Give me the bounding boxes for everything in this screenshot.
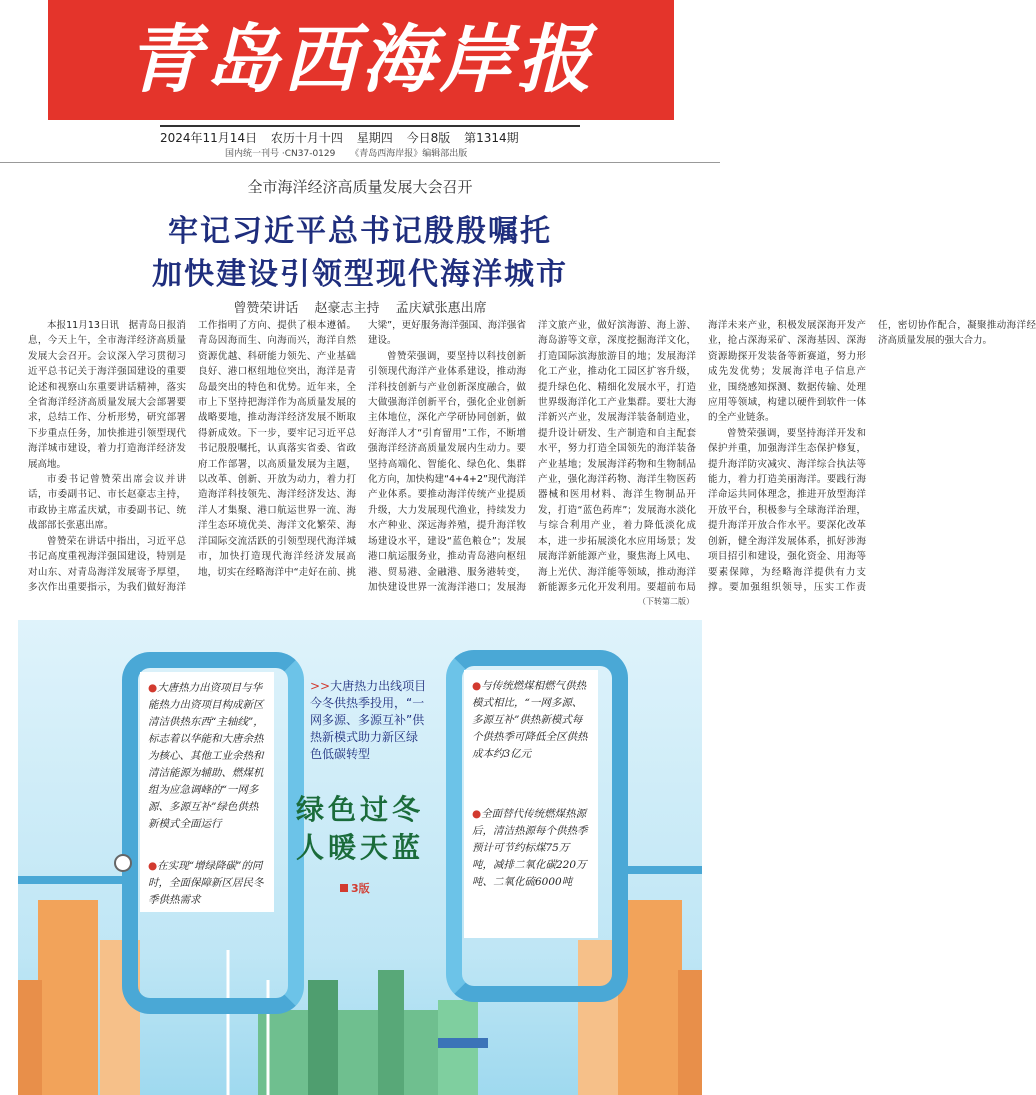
article-paragraph-2: 市委书记曾赞荣出席会议并讲话，市委副书记、市长赵豪志主持，市政协主席孟庆斌，市委副书记、统战部部长张惠出席。 <box>28 474 186 532</box>
poster-note-right-1 <box>464 670 598 806</box>
bullet-icon: ● <box>472 680 482 692</box>
publisher: 《青岛西海岸报》编辑部出版 <box>350 149 468 159</box>
article-paragraph-4: 曾赞荣强调，要坚持以科技创新引领现代海洋产业体系建设，推动海洋科技创新与产业创新深度融合，做大做强海洋创新平台，强化企业创新主体地位，深化产学研协同创新，做好海洋人才“引育留用”工作，不断增强海洋经济高质量发展内生动力。要坚持高端化、智能化、绿色化、集群化方向，加快构建“4+4+2”现代海洋产业体系。要推动海洋传统产业提质升级，大力发展现代渔业，持续发力水产种业、深远海养殖，提升海洋牧场建设水平，建设“蓝色粮仓”；发展港口航运服务业，推动青岛港向枢纽港、贸易港、金融港、服务港转变，加快建设世界一流海洋港口；发展海洋文旅产业，做好滨海游、海上游、海岛游等文章，深度挖掘海洋文化，打造国际滨海旅游目的地；发展海洋化工产业，推动化工园区扩容升级，提升绿色化、精细化发展水平，打造世界级海洋化工产业集群。要壮大海洋新兴产业，发展海洋装备制造业，提升设计研发、生产制造和自主配套水平，努力打造全国领先的海洋装备产业基地；发展海洋药物和生物制品产业，强化海洋药物、海洋生物医药器械和医用材料、海洋生物制品开发，打造“蓝色药库”；发展海水淡化与综合利用产业，着力降低淡化成本，进一步拓展淡化水应用场景；发展海洋新能源产业，聚焦海上风电、海上光伏、海洋能等领域，推动海洋新能源多元化开发利用。要超前布局海洋未来产业，积极发展深海开发产业，抢占深海采矿、深海基因、深海资源勘探开发装备等新赛道，努力形成先发优势；发展海洋电子信息产业，围绕感知探测、数据传输、处理应用等领域，构建以硬件到软件一体的全产业链条。 <box>368 320 866 593</box>
poster-note-text: 与传统燃煤相燃气供热模式相比，“一网多源、多源互补”供热新模式每个供热季可降低全区供热成本约3亿元 <box>472 680 588 760</box>
solar-panel <box>438 1038 488 1048</box>
bullet-icon: ● <box>472 808 482 820</box>
dateline <box>160 125 580 147</box>
weekday: 星期四 <box>356 131 393 145</box>
issue-number: 第1314期 <box>464 131 519 145</box>
kicker: 全市海洋经济高质量发展大会召开 <box>247 178 473 196</box>
building-right-3 <box>678 970 702 1095</box>
bullet-icon: ● <box>148 682 158 694</box>
page-reference-text: 3版 <box>351 882 370 895</box>
green-tower-2 <box>378 970 404 1095</box>
poster-note-text: 大唐热力出资项目与华能热力出资项目构成新区清洁供热东西“主轴线”，标志着以华能和大唐余热为核心、其他工业余热和清洁能源为辅助、燃煤机组为应急调峰的“一网多源、多源互补”绿色供热新模式全面运行 <box>148 682 264 830</box>
masthead <box>48 0 674 120</box>
divider <box>0 162 720 163</box>
cn-number: 国内统一刊号 ·CN37-0129 <box>225 149 336 159</box>
bullet-icon: ● <box>148 860 158 872</box>
poster-note-text: 在实现“增绿降碳”的同时，全面保障新区居民冬季供热需求 <box>148 860 264 906</box>
poster-intro-text: 大唐热力出线项目今冬供热季投用，“一网多源、多源互补”供热新模式助力新区绿色低碳转型 <box>310 679 427 761</box>
article-body <box>28 318 1036 608</box>
page-count: 今日8版 <box>406 131 451 145</box>
byline-attendees: 孟庆斌张惠出席 <box>395 301 487 316</box>
byline-speaker: 曾赞荣讲话 <box>233 301 299 316</box>
newspaper-name: 青岛西海岸报 <box>127 17 595 103</box>
continued-note: （下转第二版） <box>638 597 694 606</box>
green-tower-1 <box>308 980 338 1095</box>
poster-note-right-2 <box>464 798 598 938</box>
article-paragraph-3: 曾赞荣在讲话中指出，习近平总书记高度重视海洋强国建设，特别是对山东、对青岛海洋发展寄予厚望，多次作出重要指示，为我们做好海洋工作指明了方向、提供了根本遵循。青岛因海而生、向海而兴，海洋自然资源优越、科研能力领先、产业基础良好、港口枢纽地位突出，海洋是青岛最突出的特色和优势。近年来，全市上下坚持把海洋作为高质量发展的战略要地，推动海洋经济发展不断取得新成效。下一步，要牢记习近平总书记殷殷嘱托，认真落实省委、省政府工作部署，以高质量发展为主题，以改革、创新、开放为动力，着力打造海洋科技领先、海洋经济发达、海洋人才集聚、港口航运世界一流、海洋生态环境优美、海洋文化繁荣、海洋国际交流活跃的引领型现代海洋城市，加快打造现代海洋经济发展高地，切实在经略海洋中“走好在前、挑大梁”，更好服务海洋强国、海洋强省建设。 <box>28 320 526 593</box>
issue-date: 2024年11月14日 <box>160 131 258 145</box>
poster-intro <box>310 678 428 763</box>
building-left-1 <box>38 900 98 1095</box>
headline-line-1: 牢记习近平总书记殷殷嘱托 <box>168 214 552 249</box>
publication-info <box>225 146 479 159</box>
poster-note-text: 全面替代传统燃煤热源后，清洁热源每个供热季预计可节约标煤75万吨，减排二氧化碳220万吨、二氧化硫6000吨 <box>472 808 588 888</box>
building-left-3 <box>18 980 42 1095</box>
poster-title-1: 绿色过冬 <box>295 793 424 826</box>
double-arrow-icon: >> <box>310 679 331 693</box>
article-paragraph-1: 本报11月13日讯 据青岛日报消息，今天上午，全市海洋经济高质量发展大会召开。会议深入学习贯彻习近平总书记关于海洋强国建设的重要论述和视察山东重要讲话精神，落实全省海洋经济高质量发展大会部署要求，总结工作、分析形势，研究部署下步重点任务，加快推进引领型现代海洋城市建设，着力打造海洋经济发展高地。 <box>28 320 186 470</box>
byline-host: 赵豪志主持 <box>314 301 380 316</box>
headline-line-2: 加快建设引领型现代海洋城市 <box>152 257 568 292</box>
poster <box>18 620 702 1095</box>
square-icon <box>340 884 348 892</box>
poster-title-2: 人暖天蓝 <box>295 831 424 864</box>
page-reference[interactable] <box>340 880 370 896</box>
byline <box>0 297 720 316</box>
article-paragraph-5: 曾赞荣强调，要坚持海洋开发和保护并重，加强海洋生态保护修复，提升海洋防灾减灾、海洋综合执法等能力，着力打造美丽海洋。要践行海洋命运共同体理念，推进开放型海洋开放平台，积极参与全球海洋治理，提升海洋开放合作水平。要深化改革创新，健全海洋发展体系，抓好涉海项目招引和建设，强化资金、用海等要素保障，为经略海洋提供有力支撑。要加强组织领导，压实工作责任，密切协作配合，凝聚推动海洋经济高质量发展的强大合力。 <box>708 320 1036 593</box>
lunar-date: 农历十月十四 <box>270 131 343 145</box>
